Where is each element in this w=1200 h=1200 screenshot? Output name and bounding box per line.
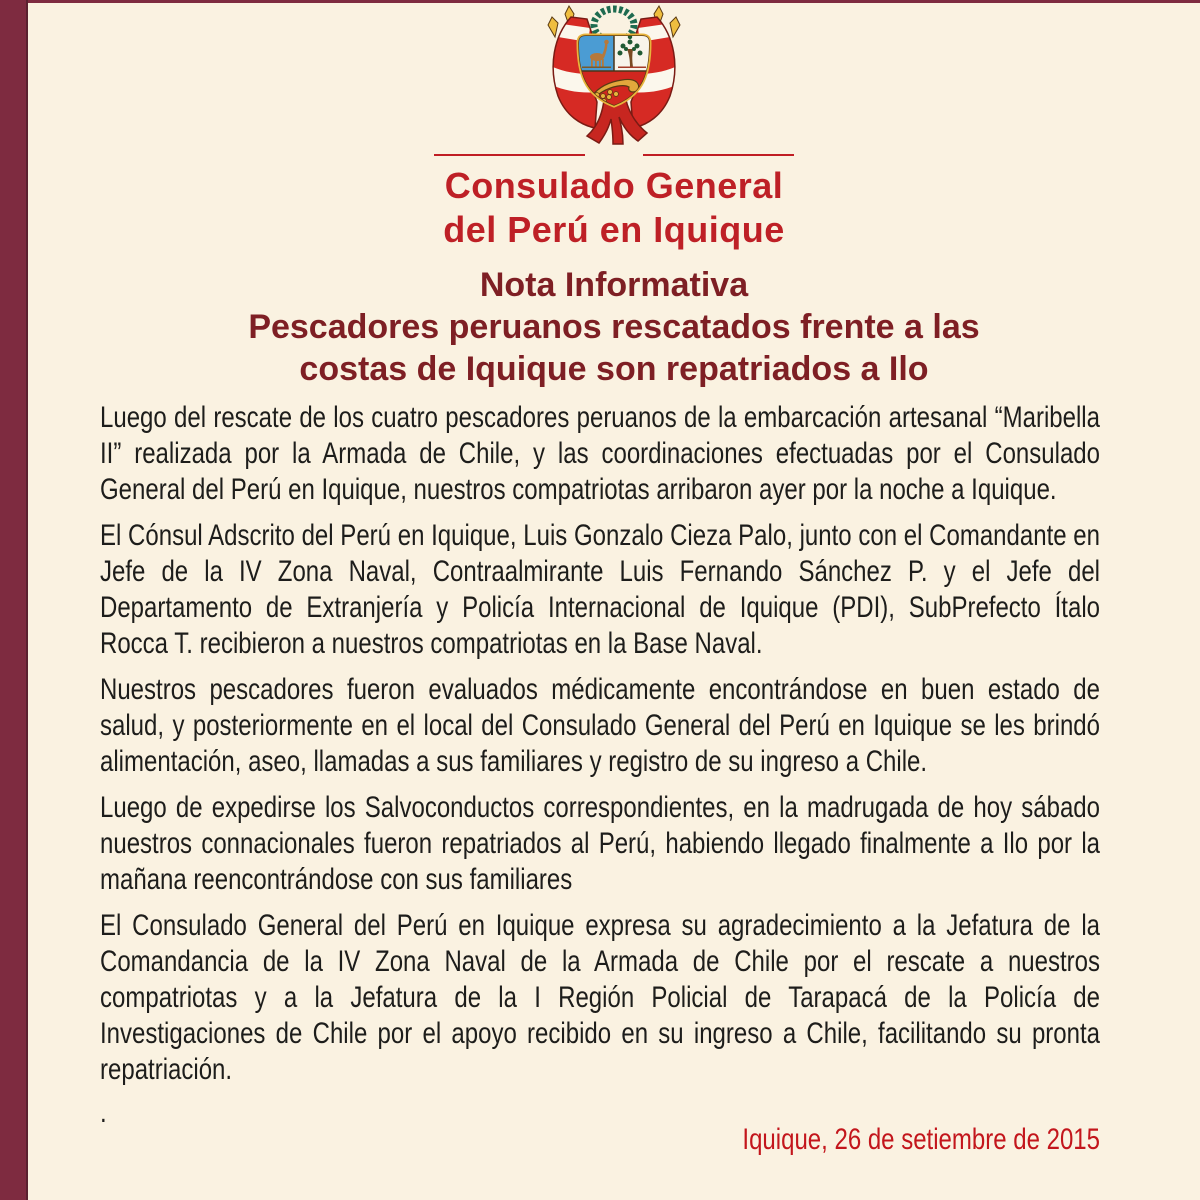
paragraph-3: Nuestros pescadores fueron evaluados médicamente encontrándose en buen estado de salud, y posteriormente en el local del Consulado General del Perú en Iquique se les brindó alimentación, aseo, llamadas a sus familiares y registro de su ingreso a Chile. bbox=[100, 673, 1100, 778]
paragraph-2: El Cónsul Adscrito del Perú en Iquique, Luis Gonzalo Cieza Palo, junto con el Comandante en Jefe de la IV Zona Naval, Contraalmirante Luis Fernando Sánchez P. y el Jefe del Departamento de Extranjería y Policía Internacional de Iquique (PDI), SubPrefecto Ítalo Rocca T. recibieron a nuestros compatriotas en la Base Naval. bbox=[100, 519, 1100, 660]
dateline: Iquique, 26 de setiembre de 2015 bbox=[742, 1123, 1100, 1156]
note-subtitle-line1: Pescadores peruanos rescatados frente a las bbox=[248, 308, 980, 346]
trailing-dot: . bbox=[100, 1096, 107, 1129]
left-border-strip bbox=[0, 0, 28, 1200]
org-name-line2: del Perú en Iquique bbox=[443, 209, 785, 250]
dateline-row bbox=[100, 1122, 1100, 1158]
paragraph-1: Luego del rescate de los cuatro pescadores peruanos de la embarcación artesanal “Maribella II” realizada por la Armada de Chile, y las coordinaciones efectuadas por el Consulado General del Perú en Iquique, nuestros compatriotas arribaron ayer por la noche a Iquique. bbox=[100, 401, 1100, 506]
document-page bbox=[28, 0, 1200, 1128]
org-name bbox=[28, 164, 1200, 252]
paragraph-4: Luego de expedirse los Salvoconductos correspondientes, en la madrugada de hoy sábado nuestros connacionales fueron repatriados al Perú, habiendo llegado finalmente a Ilo por la mañana reencontrándose con sus familiares bbox=[100, 791, 1100, 896]
divider-line-left bbox=[434, 154, 585, 156]
org-name-line1: Consulado General bbox=[444, 165, 784, 206]
body-text bbox=[100, 400, 1100, 1128]
paragraph-5: El Consulado General del Perú en Iquique expresa su agradecimiento a la Jefatura de la Comandancia de la IV Zona Naval de la Armada de Chile por el rescate a nuestros compatriotas y a la Jefatura de la I Región Policial de Tarapacá de la Policía de Investigaciones de Chile por el apoyo recibido en su ingreso a Chile, facilitando su pronta repatriación. bbox=[100, 909, 1100, 1086]
peru-coat-of-arms-icon bbox=[534, 4, 694, 152]
emblem-divider bbox=[28, 154, 1200, 156]
note-heading: Nota Informativa bbox=[479, 266, 749, 304]
note-subtitle-line2: costas de Iquique son repatriados a Ilo bbox=[299, 350, 929, 388]
divider-line-right bbox=[643, 154, 794, 156]
note-title bbox=[28, 264, 1200, 390]
